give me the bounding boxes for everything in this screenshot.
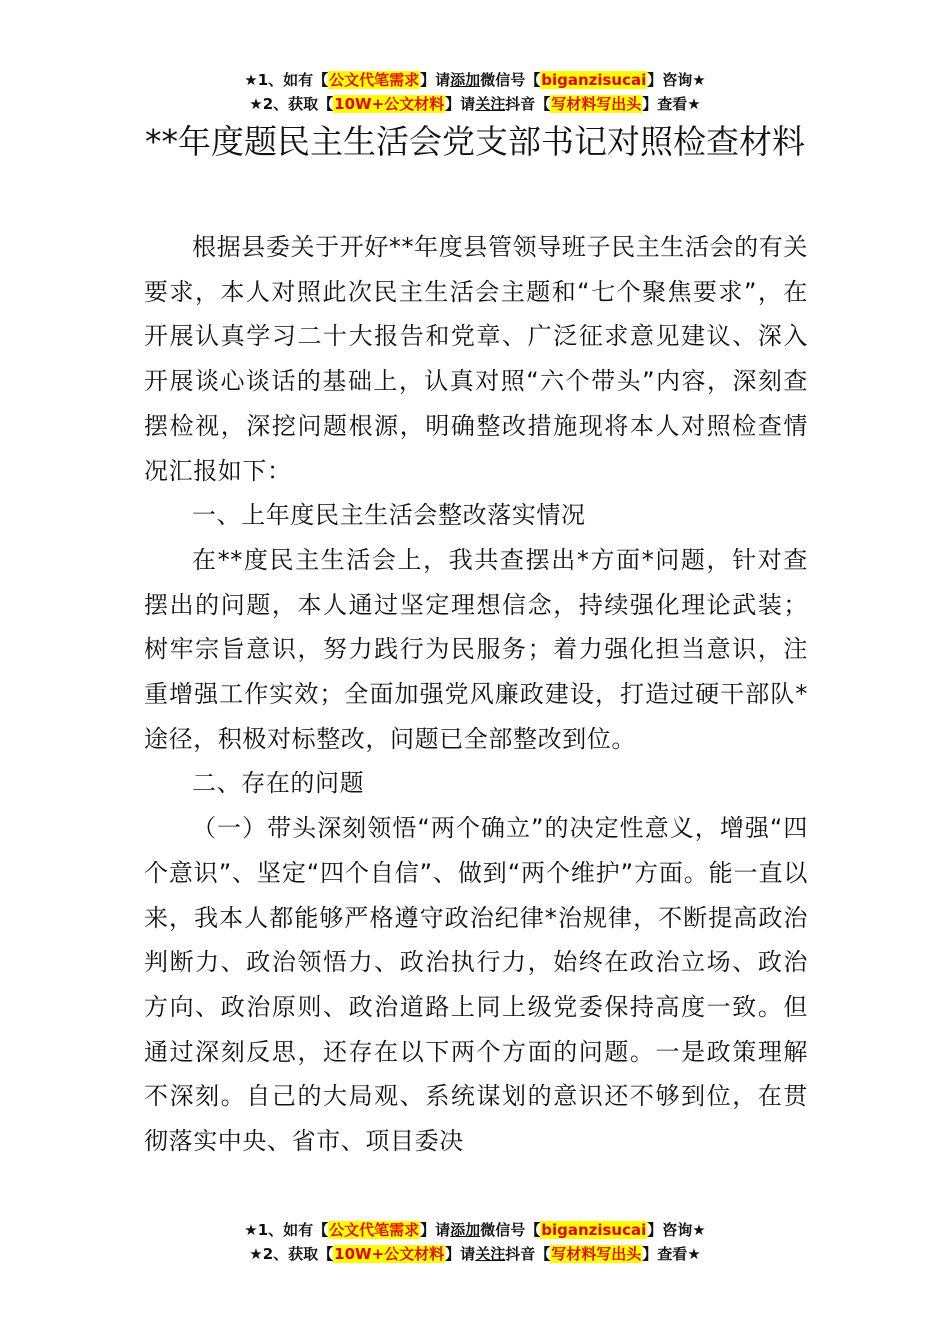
highlight-text: 写材料写出头	[551, 95, 642, 113]
highlight-text: biganzisucai	[541, 71, 647, 89]
intro-paragraph: 根据县委关于开好**年度县管领导班子民主生活会的有关要求，本人对照此次民主生活会主题和“七个聚焦要求”，在开展认真学习二十大报告和党章、广泛征求意见建议、深入开展谈心谈话的基础上，认真对照“六个带头”内容，深刻查摆检视，深挖问题根源，明确整改措施现将本人对照检查情况汇报如下：	[144, 233, 808, 485]
footer-banner	[0, 1218, 950, 1266]
highlight-text: 写材料写出头	[551, 1245, 642, 1263]
document-body	[144, 225, 808, 1164]
star-icon: ★	[687, 1245, 701, 1263]
star-icon: ★	[244, 71, 258, 89]
header-banner	[0, 68, 950, 116]
header-banner-line-2: ★2、获取【10W+公文材料】请关注抖音【写材料写出头】查看★	[249, 95, 701, 113]
problem-paragraph: （一）带头深刻领悟“两个确立”的决定性意义，增强“四个意识”、坚定“四个自信”、做到“两个维护”方面。能一直以来，我本人都能够严格遵守政治纪律*治规律，不断提高政治判断力、政治领悟力、政治执行力，始终在政治立场、政治方向、政治原则、政治道路上同上级党委保持高度一致。但通过深刻反思，还存在以下两个方面的问题。一是政策理解不深刻。自己的大局观、系统谋划的意识还不够到位，在贯彻落实中央、省市、项目委决	[144, 814, 808, 1156]
document-title: **年度题民主生活会党支部书记对照检查材料	[145, 122, 805, 161]
header-banner-line-1: ★1、如有【公文代笔需求】请添加微信号【biganzisucai】咨询★	[244, 71, 706, 89]
star-icon: ★	[692, 71, 706, 89]
highlight-text: 10W+公文材料	[334, 1245, 445, 1263]
star-icon: ★	[692, 1221, 706, 1239]
star-icon: ★	[249, 1245, 263, 1263]
highlight-text: 10W+公文材料	[334, 95, 445, 113]
section-heading-1: 一、上年度民主生活会整改落实情况	[192, 501, 586, 530]
section-heading-2: 二、存在的问题	[192, 769, 365, 798]
star-icon: ★	[244, 1221, 258, 1239]
footer-banner-line-2: ★2、获取【10W+公文材料】请关注抖音【写材料写出头】查看★	[249, 1245, 701, 1263]
footer-banner-line-1: ★1、如有【公文代笔需求】请添加微信号【biganzisucai】咨询★	[244, 1221, 706, 1239]
highlight-text: biganzisucai	[541, 1221, 647, 1239]
highlight-text: 公文代笔需求	[329, 71, 420, 89]
star-icon: ★	[249, 95, 263, 113]
rectification-paragraph: 在**度民主生活会上，我共查摆出*方面*问题，针对查摆出的问题，本人通过坚定理想信念，持续强化理论武装；树牢宗旨意识，努力践行为民服务；着力强化担当意识，注重增强工作实效；全面加强党风廉政建设，打造过硬干部队*途径，积极对标整改，问题已全部整改到位。	[144, 545, 808, 753]
highlight-text: 公文代笔需求	[329, 1221, 420, 1239]
star-icon: ★	[687, 95, 701, 113]
